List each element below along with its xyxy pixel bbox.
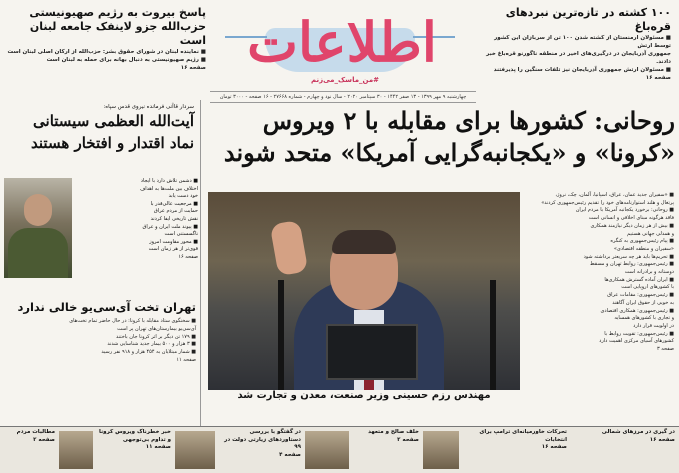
raised-hand-shape (270, 220, 309, 276)
side-body2-line: ■ سخنگوی ستاد مقابله با کرونا: در حال حاضر تمام تخت‌های (69, 318, 196, 324)
right-item: ■ پیام رئیس‌جمهوری به کنگره (610, 238, 674, 245)
bottom-teaser[interactable] (3, 429, 55, 473)
right-item: کشورهای آسیای مرکزی اهمیت دارد (599, 338, 674, 345)
right-item: پرتغال و هلند استوارنامه‌های خود را تقدیم رئیس‌جمهوری کردند» (541, 199, 674, 206)
right-item: به خوبی از حقوق ایران آگاهند (612, 299, 674, 306)
masthead-logo: اطلاعات (247, 10, 437, 74)
bottom-teaser[interactable] (571, 429, 675, 473)
teaser-title: در گفتگو با بررسی دستاوردهای زیارتی دولت در ۹۹ (224, 429, 301, 450)
teaser-thumbnail (175, 431, 215, 469)
teaser-page: صفحه ۲ (33, 436, 55, 443)
teaser-page: صفحه ۱۱ (145, 444, 171, 450)
right-item: ■ رئیس‌جمهوری: تقویت روابط با (604, 330, 674, 337)
teaser-title: مطالبات مردم (16, 429, 55, 435)
right-page-ref: صفحه ۳ (657, 346, 674, 353)
teaser-thumbnail (423, 431, 459, 469)
teaser-thumbnail (59, 431, 93, 469)
teaser-page: صفحه ۲ (397, 436, 419, 443)
photo-caption: مهندس رزم حسینی وزیر صنعت، معدن و تجارت شد (237, 390, 491, 401)
top-left-subtitle: حزب‌الله جزو لاینفک جامعه لبنان است (29, 20, 206, 47)
main-headline-line1: روحانی: کشورها برای مقابله با ۲ ویروس (262, 106, 675, 135)
side-list-item: اختلاف بین ملت‌ها به اهداف (140, 185, 198, 192)
teaser-title: خبر خطرناک ویروس کرونا و تداوم بی‌توجهی (99, 429, 171, 443)
right-item: فاقد هرگونه مبنای اخلاقی و انسانی است (588, 215, 674, 222)
top-left-block (6, 6, 206, 72)
monitor-shape (326, 324, 418, 380)
top-right-item: جمهوری آذربایجان در درگیری‌های اخیر در منطقه ناگورنو قره‌باغ خبر دادند. (486, 51, 671, 65)
commander-photo (4, 178, 72, 278)
top-left-page-ref: صفحه ۱۶ (180, 65, 206, 71)
right-item: دوستانه و برادرانه است (624, 269, 674, 276)
top-right-page-ref: صفحه ۱۶ (645, 75, 671, 81)
top-right-item: ■ مسئولان ارتش جمهوری آذربایجان نیز تلفات سنگین را پذیرفتند (493, 67, 671, 73)
teaser-page: صفحه ۴ (279, 451, 301, 458)
side-list-item: ■ دشمن تلاش دارد با ایجاد (140, 178, 198, 184)
masthead-slogan: #من_ماسک_می‌زنم (310, 76, 380, 84)
side-body2-line: صفحه ۱۱ (176, 356, 196, 363)
right-item: «سفیران و منطقه اقتصادی» (613, 245, 674, 252)
bottom-teaser[interactable] (463, 429, 567, 473)
teaser-thumbnail (305, 431, 349, 469)
side-kicker: سردار قاآنی فرمانده نیروی قدس سپاه: (103, 104, 194, 110)
top-right-block (481, 6, 671, 82)
right-item: ■ رئیس‌جمهوری: روابط تهران و مسقط (590, 261, 674, 268)
teaser-title: در گیری در مرزهای شمالی (601, 429, 675, 435)
side-body2 (4, 318, 196, 365)
side-list-item: قوی‌تر از هر زمان است (148, 246, 198, 253)
right-item: ■ ایران آماده گسترش همکاری‌ها (604, 276, 674, 283)
teaser-page: صفحه ۱۶ (649, 436, 675, 443)
right-item: در اولویت قرار دارد (633, 322, 674, 329)
right-item: ■ بیش از هر زمان دیگر نیازمند همکاری (590, 222, 674, 229)
main-headline-line2: «کرونا» و «یکجانبه‌گرایی آمریکا» متحد شوند (223, 138, 675, 167)
right-item: با کشورهای اروپایی است (621, 284, 674, 291)
teaser-page: صفحه ۱۶ (541, 444, 567, 450)
uniform-shape (8, 228, 68, 278)
side-headline-line2: نماد اقتدار و افتخار هستند (31, 134, 194, 152)
side-list-item: خود دست یابد (168, 193, 198, 200)
side-list-item: حمایت از مردم عراق (153, 208, 198, 215)
side-list (76, 178, 198, 262)
face-shape (24, 194, 52, 226)
main-photo (208, 192, 520, 390)
right-item: ■ رئیس‌جمهوری: همکاری اقتصادی (600, 307, 674, 314)
side-headline2: تهران تخت آی‌سی‌یو خالی ندارد (17, 300, 196, 314)
top-left-item: ■ نماینده لبنان در شورای حقوق بشر: حزب‌الله از ارکان اصلی لبنان است (7, 49, 206, 55)
side-list-item: ■ پیوند ملت ایران و عراق (142, 223, 198, 230)
right-item: ■ تحریم‌ها باید هر چه سریعتر برداشته شود (583, 253, 674, 260)
bottom-teasers (0, 426, 679, 473)
side-body2-line: ■ شمار مبتلایان به ۴۵۴ هزار و ۹۱۸ نفر رسید (101, 349, 196, 356)
hair-shape (332, 230, 396, 254)
side-list-item: ناگسستنی است (164, 231, 198, 238)
side-headline-line1: آیت‌الله العظمی سیستانی (33, 112, 194, 130)
main-headline (205, 105, 675, 169)
bottom-teaser[interactable] (219, 429, 301, 473)
right-item: ■ «سفیران جدید عمان، عراق، اسپانیا، آلمان، چک، نروژ، (555, 192, 674, 198)
side-list-item: نقش تاریخی ایفا کردند (150, 215, 198, 222)
column-divider (200, 100, 201, 426)
right-item: ■ روحانی: برخورد یکجانبه آمریکا با مردم ایران (575, 207, 674, 214)
side-body2-line: آی‌سی‌یو بیمارستان‌های تهران پر است (117, 325, 196, 332)
side-list-item: ■ محور مقاومت امروز (149, 238, 198, 245)
side-body2-line: ■ ۱۷۹ تن دیگر بر اثر کرونا جان باختند (116, 333, 196, 340)
right-item: و تجاری با کشورهای همسایه (614, 315, 674, 322)
masthead (215, 6, 470, 96)
right-column (526, 192, 674, 354)
bottom-teaser[interactable] (97, 429, 171, 473)
top-left-item: ■ رژیم صهیونیستی به دنبال بهانه برای حمله به لبنان است (46, 57, 206, 63)
top-right-title: ۱۰۰ کشته در تازه‌ترین نبردهای قره‌باغ (505, 6, 671, 33)
right-item: و همدلی جهانی هستیم (627, 230, 674, 237)
microphone-stand (278, 280, 284, 390)
teaser-title: خلف صالح و متعهد (368, 429, 419, 435)
teaser-title: تحرکات خاورمیانه‌ای ترامپ برای انتخابات (479, 429, 567, 443)
bottom-teaser[interactable] (353, 429, 419, 473)
side-body2-line: ■ ۳ هزار و ۵۰۰ بیمار جدید شناسایی شدند (107, 341, 196, 348)
side-list-item: ■ مرجعیت عالی‌قدر با (150, 200, 198, 207)
top-right-item: ■ مسئولان ارمنستان از کشته شدن ۱۰۰ تن از سربازان این کشور توسط ارتش (494, 35, 671, 49)
microphone-stand (490, 280, 496, 390)
dateline: چهارشنبه ۹ مهر ۱۳۹۹ - ۱۳ صفر ۱۴۴۲ - ۳۰ سپتامبر ۲۰۲۰ - سال نود و چهارم - شماره ۲۷۶۶۸ - ۱۶ صفحه - ۳۰۰۰ تومان (210, 91, 476, 103)
top-left-title: پاسخ بیروت به رژیم صهیونیستی (29, 6, 206, 19)
side-list-item: صفحه ۱۶ (178, 253, 198, 260)
right-item: ■ رئیس‌جمهوری: مقامات عراق (607, 292, 674, 299)
